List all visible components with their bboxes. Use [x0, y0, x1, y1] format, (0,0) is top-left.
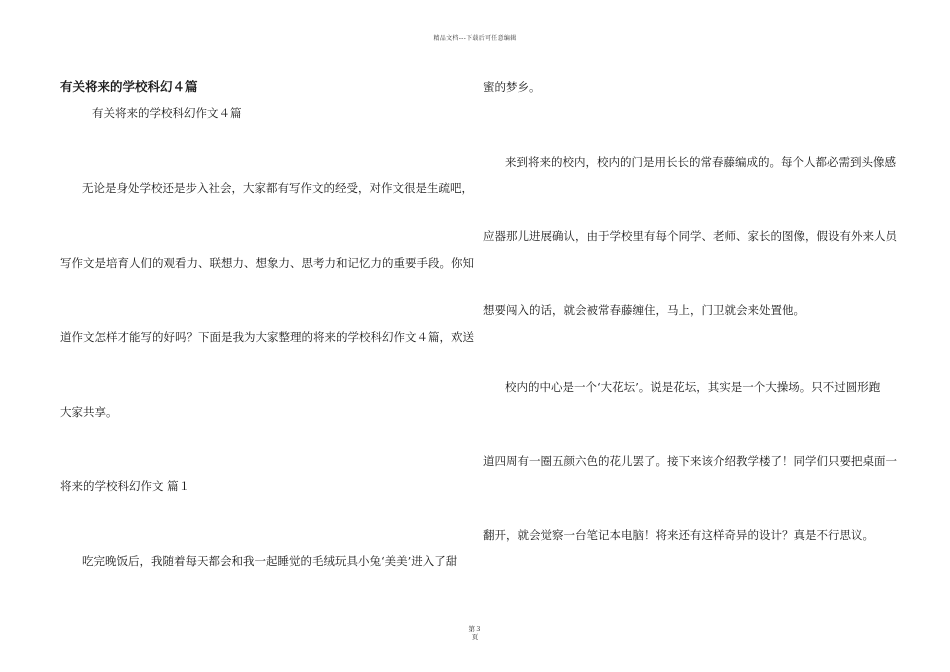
- page-number: [455, 625, 495, 641]
- paragraph-line: 校内的中心是一个‘大花坛’。说是花坛，其实是一个大操场。只不过圆形跑: [505, 380, 881, 394]
- paragraph-line: 吃完晚饭后，我随着每天都会和我一起睡觉的毛绒玩具小兔‘美美’进入了甜: [82, 554, 458, 568]
- document-subtitle: 有关将来的学校科幻作文４篇: [92, 106, 242, 120]
- paragraph-line: 大家共享。: [60, 405, 118, 419]
- header-note: 精品文档---下载后可任意编辑: [433, 35, 517, 42]
- paragraph-line: 来到将来的校内，校内的门是用长长的常春藤编成的。每个人都必需到头像感: [505, 155, 896, 169]
- paragraph-line: 蜜的梦乡。: [483, 80, 541, 94]
- document-title: 有关将来的学校科幻４篇: [60, 79, 198, 94]
- section-heading: 将来的学校科幻作文 篇１: [60, 479, 191, 493]
- paragraph-line: 道四周有一圈五颜六色的花儿罢了。接下来该介绍教学楼了！同学们只要把桌面一: [483, 454, 897, 468]
- paragraph-line: 道作文怎样才能写的好吗？下面是我为大家整理的将来的学校科幻作文４篇，欢送: [60, 330, 474, 344]
- page-number-line: 页: [471, 633, 479, 641]
- paragraph-line: 想要闯入的话，就会被常春藤缠住，马上，门卫就会来处置他。: [483, 303, 805, 317]
- page-number-line: 第３: [468, 625, 482, 633]
- paragraph-line: 应器那儿进展确认，由于学校里有每个同学、老师、家长的图像，假设有外来人员: [483, 229, 897, 243]
- paragraph-line: 无论是身处学校还是步入社会，大家都有写作文的经受，对作文很是生疏吧，: [82, 181, 473, 195]
- paragraph-line: 翻开，就会觉察一台笔记本电脑！将来还有这样奇异的设计？真是不行思议。: [483, 528, 874, 542]
- paragraph-line: 写作文是培育人们的观看力、联想力、想象力、思考力和记忆力的重要手段。你知: [60, 256, 474, 270]
